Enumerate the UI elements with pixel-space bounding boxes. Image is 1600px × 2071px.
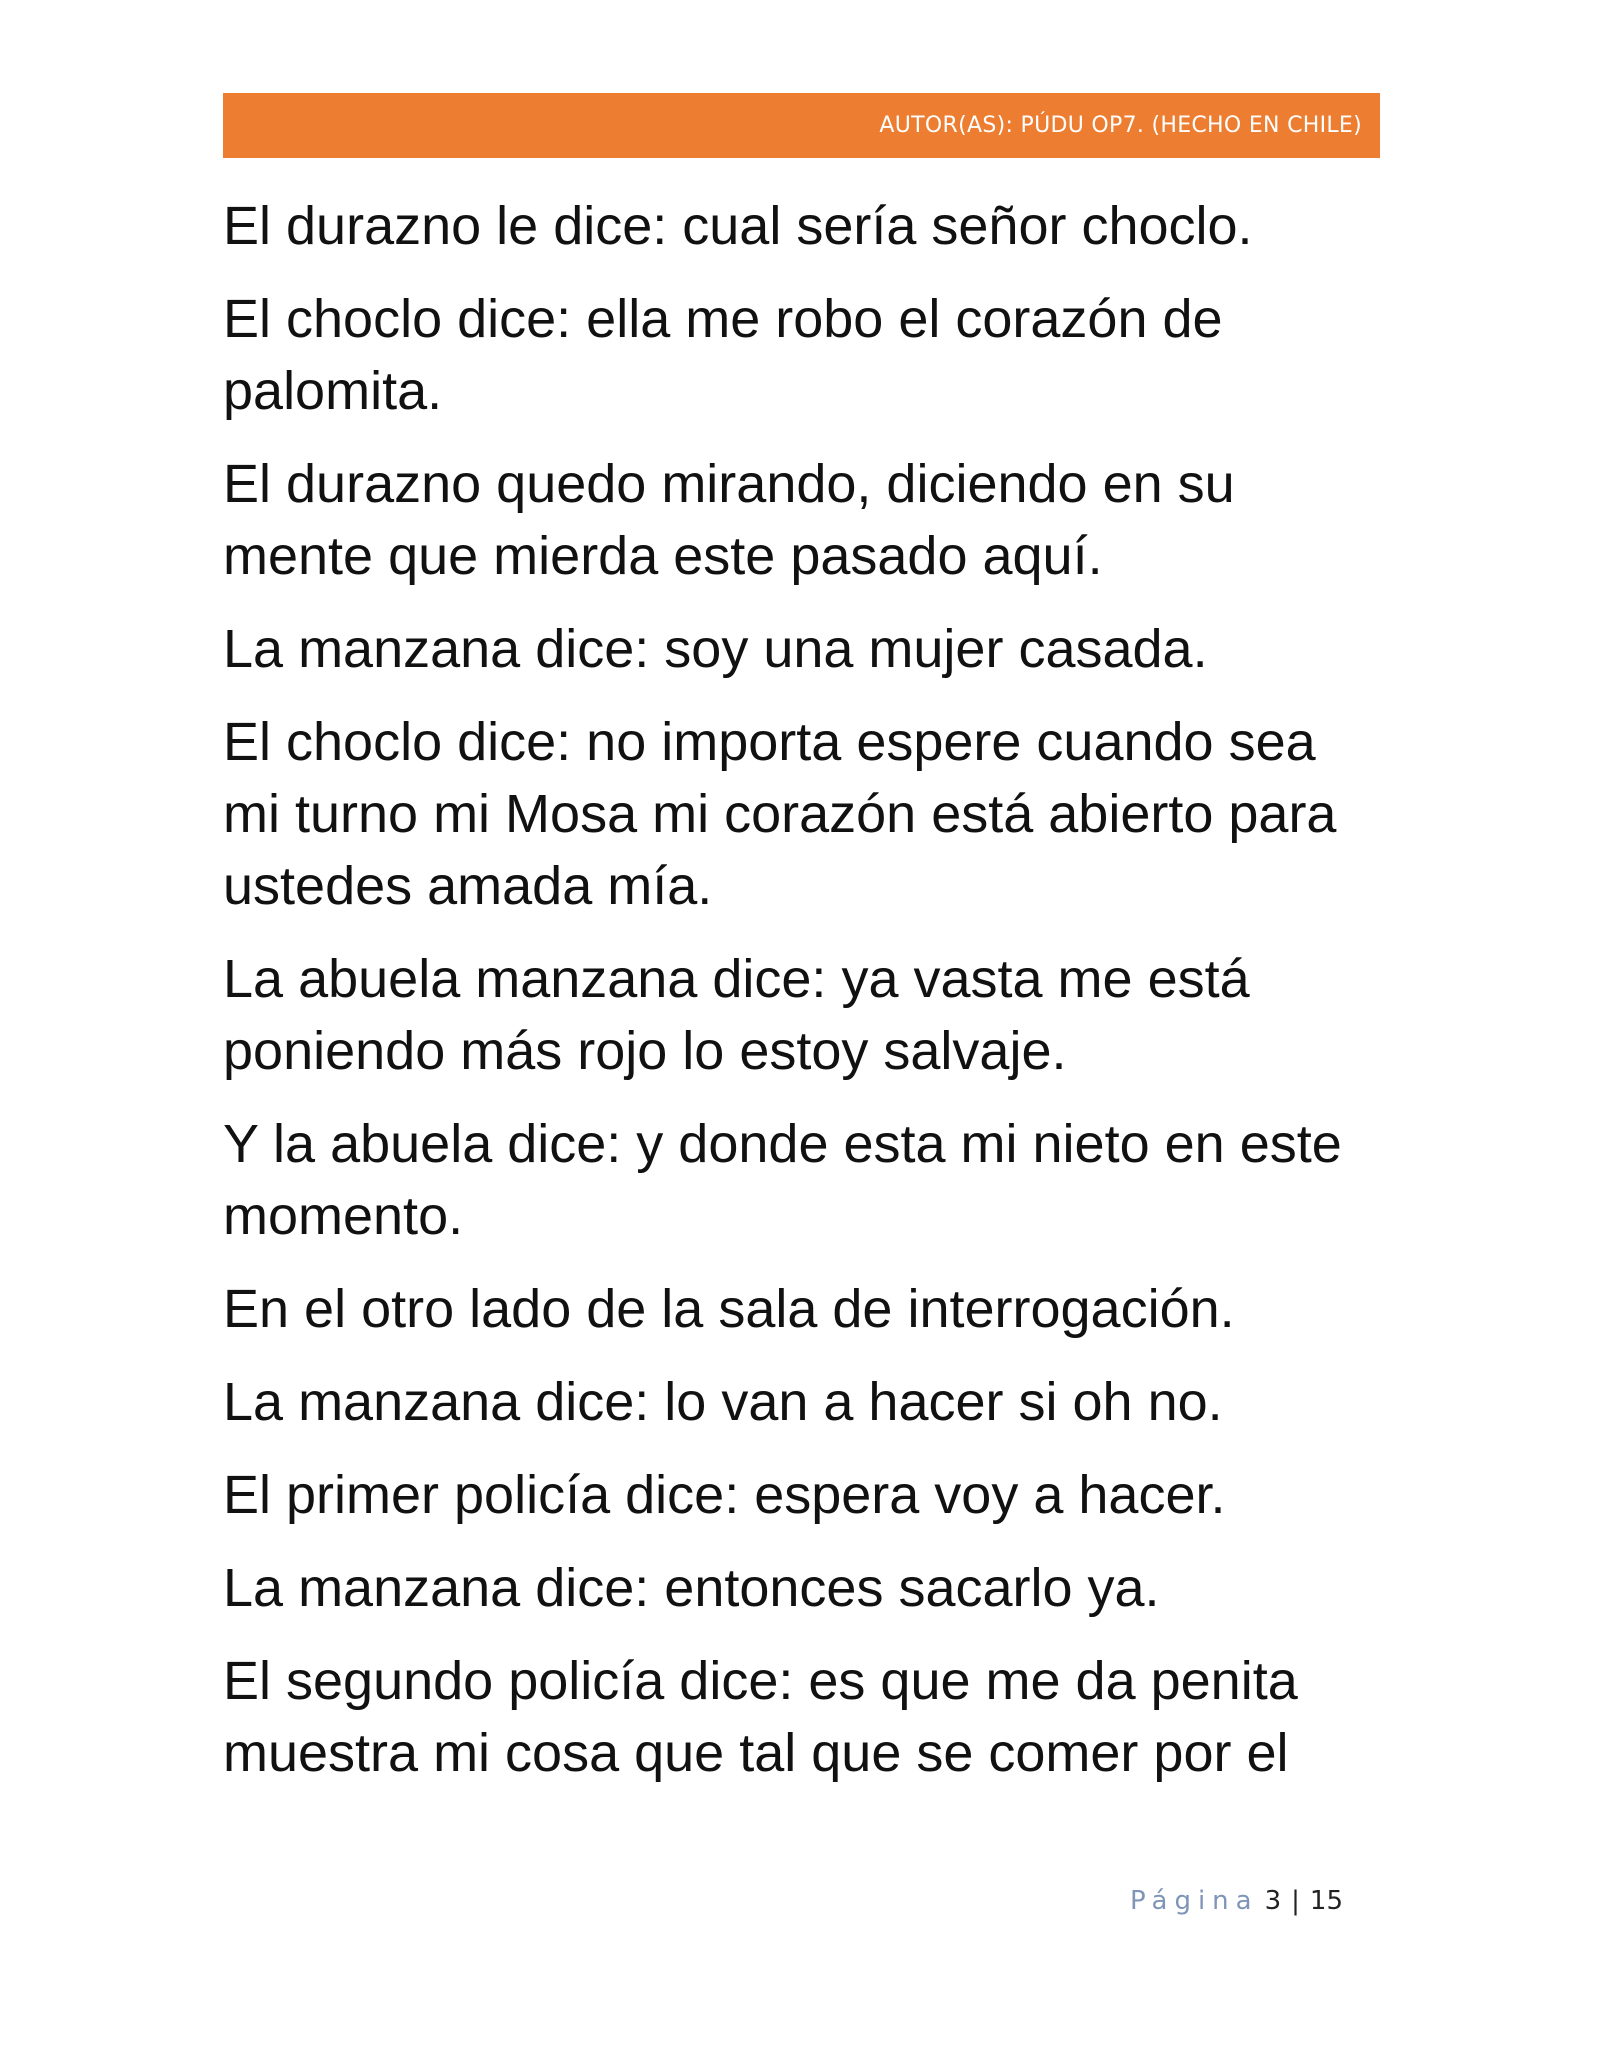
document-body (223, 190, 1383, 1810)
page-separator: | (1291, 1886, 1300, 1916)
paragraph: El choclo dice: no importa espere cuando sea mi turno mi Mosa mi corazón está abierto para ustedes amada mía. (223, 712, 1337, 916)
header-author-text: AUTOR(AS): PÚDU OP7. (HECHO EN CHILE) (879, 113, 1362, 138)
paragraph: El durazno quedo mirando, diciendo en su mente que mierda este pasado aquí. (223, 454, 1235, 586)
page-footer (1130, 1886, 1343, 1916)
paragraph: En el otro lado de la sala de interrogación. (223, 1279, 1235, 1339)
page-number: 3 (1264, 1886, 1282, 1916)
paragraph: Y la abuela dice: y donde esta mi nieto en este momento. (223, 1114, 1342, 1246)
total-pages: 15 (1309, 1886, 1343, 1916)
header-bar (223, 93, 1380, 158)
paragraph: La abuela manzana dice: ya vasta me está poniendo más rojo lo estoy salvaje. (223, 949, 1250, 1081)
paragraph: El durazno le dice: cual sería señor choclo. (223, 196, 1253, 256)
page-label: Página (1130, 1886, 1259, 1916)
paragraph: El primer policía dice: espera voy a hacer. (223, 1465, 1226, 1525)
paragraph: La manzana dice: lo van a hacer si oh no. (223, 1372, 1223, 1432)
paragraph: La manzana dice: soy una mujer casada. (223, 619, 1208, 679)
paragraph: La manzana dice: entonces sacarlo ya. (223, 1558, 1160, 1618)
paragraph: El choclo dice: ella me robo el corazón de palomita. (223, 289, 1223, 421)
paragraph: El segundo policía dice: es que me da penita muestra mi cosa que tal que se comer por el (223, 1651, 1298, 1783)
